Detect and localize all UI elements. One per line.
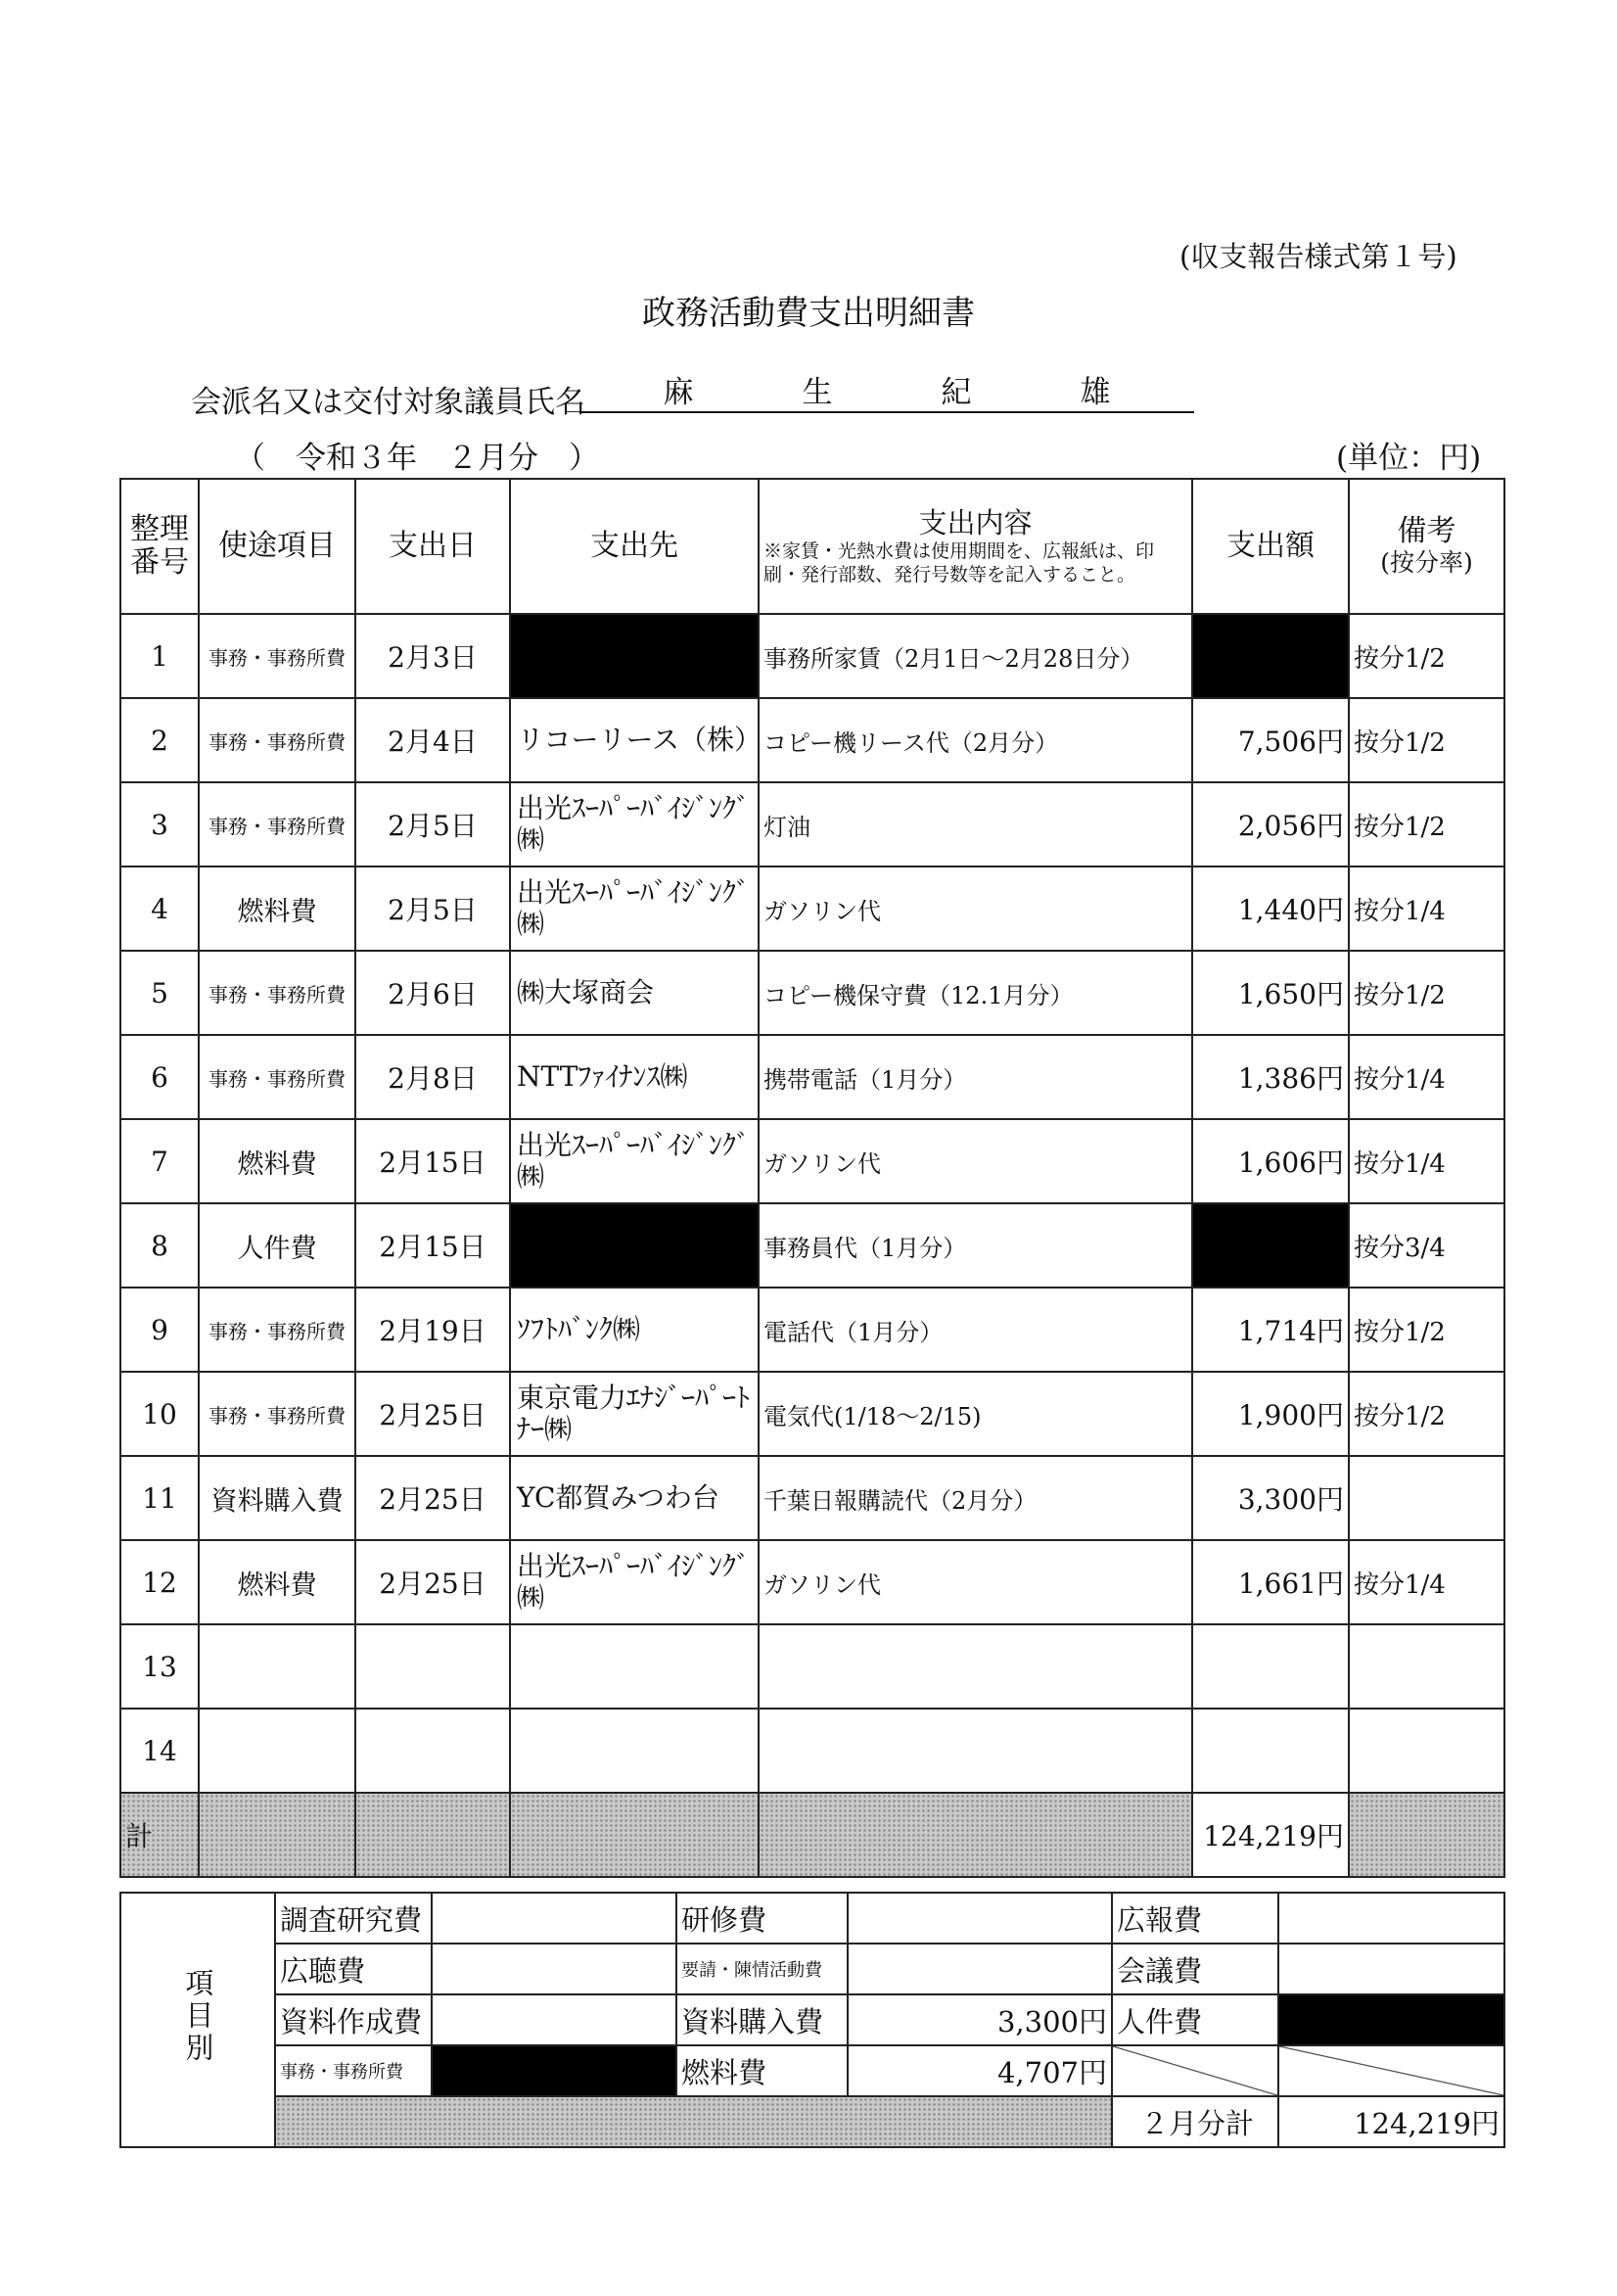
row-date: 2月8日 [355,1035,510,1119]
table-row [120,1540,1504,1624]
total-amount: 124,219円 [1192,1793,1349,1877]
table-row [120,867,1504,951]
row-content: 電気代(1/18～2/15) [759,1372,1192,1456]
table-row [120,1624,1504,1709]
shaded-cell [355,1793,510,1877]
row-no: 13 [120,1624,199,1709]
row-date: 2月6日 [355,951,510,1035]
row-payee [510,1624,759,1709]
row-purpose: 事務・事務所費 [199,614,355,698]
form-id: (収支報告様式第１号) [1179,240,1457,273]
redacted-cell [432,2045,676,2096]
row-content: ガソリン代 [759,1119,1192,1203]
row-amount: 1,714円 [1192,1288,1349,1372]
row-remark [1349,1624,1504,1709]
name-char: 紀 [941,375,972,410]
row-remark: 按分1/2 [1349,698,1504,782]
row-no: 5 [120,951,199,1035]
period: （ 令和３年 ２月分 ） [235,441,599,476]
row-remark: 按分1/2 [1349,782,1504,867]
row-no: 11 [120,1456,199,1540]
value-meeting [1278,1944,1504,1994]
row-no: 10 [120,1372,199,1456]
row-no: 4 [120,867,199,951]
row-purpose: 燃料費 [199,867,355,951]
redacted-cell [1192,1203,1349,1288]
header-purpose: 使途項目 [199,479,355,614]
row-amount: 2,056円 [1192,782,1349,867]
table-row [120,698,1504,782]
row-remark: 按分3/4 [1349,1203,1504,1288]
table-row [120,951,1504,1035]
row-amount [1192,1624,1349,1709]
row-date: 2月15日 [355,1119,510,1203]
label-materials-purchase: 資料購入費 [676,1994,848,2045]
row-purpose: 事務・事務所費 [199,698,355,782]
table-row [120,1203,1504,1288]
row-payee: リコーリース（株） [510,698,759,782]
name-char: 雄 [1080,375,1111,410]
header-amount: 支出額 [1192,479,1349,614]
label-meeting: 会議費 [1112,1944,1278,1994]
table-row [120,782,1504,867]
label-petition: 要請・陳情活動費 [676,1944,848,1994]
shaded-cell [510,1793,759,1877]
row-date: 2月3日 [355,614,510,698]
row-no: 7 [120,1119,199,1203]
row-content: 事務所家賃（2月1日～2月28日分） [759,614,1192,698]
redacted-cell [1278,1994,1504,2045]
row-purpose [199,1709,355,1793]
row-date: 2月5日 [355,782,510,867]
row-no: 9 [120,1288,199,1372]
table-row [120,1119,1504,1203]
row-date: 2月5日 [355,867,510,951]
value-materials-purchase: 3,300円 [848,1994,1112,2045]
row-amount [1192,1709,1349,1793]
row-payee: ｿﾌﾄﾊﾞﾝｸ㈱ [510,1288,759,1372]
row-payee: YC都賀みつわ台 [510,1456,759,1540]
label-personnel: 人件費 [1112,1994,1278,2045]
row-amount: 1,440円 [1192,867,1349,951]
member-name [579,362,1194,413]
row-content: 携帯電話（1月分） [759,1035,1192,1119]
row-payee: ㈱大塚商会 [510,951,759,1035]
row-purpose: 燃料費 [199,1540,355,1624]
redacted-cell [1192,614,1349,698]
row-amount: 7,506円 [1192,698,1349,782]
label-fuel: 燃料費 [676,2045,848,2096]
row-remark: 按分1/2 [1349,1372,1504,1456]
row-purpose: 事務・事務所費 [199,1372,355,1456]
header-remarks-sub: (按分率) [1380,547,1473,577]
row-payee: 出光ｽｰﾊﾟｰﾊﾞｲｼﾞﾝｸﾞ㈱ [510,1540,759,1624]
row-date: 2月25日 [355,1540,510,1624]
value-materials-creation [432,1994,676,2045]
shaded-cell [199,1793,355,1877]
category-summary-table [119,1892,1505,2148]
row-amount: 1,386円 [1192,1035,1349,1119]
row-content: ガソリン代 [759,1540,1192,1624]
row-amount: 1,661円 [1192,1540,1349,1624]
row-purpose: 事務・事務所費 [199,951,355,1035]
total-row [120,1793,1504,1877]
shaded-cell [759,1793,1192,1877]
month-total-label: ２月分計 [1112,2096,1278,2147]
diagonal-cell [1278,2045,1504,2096]
label-research: 調査研究費 [275,1893,432,1944]
month-total-amount: 124,219円 [1278,2096,1504,2147]
name-char: 麻 [663,375,694,410]
row-content: 千葉日報購読代（2月分） [759,1456,1192,1540]
row-date: 2月15日 [355,1203,510,1288]
redacted-cell [510,614,759,698]
row-content: 灯油 [759,782,1192,867]
row-purpose: 燃料費 [199,1119,355,1203]
row-date: 2月4日 [355,698,510,782]
row-amount: 1,606円 [1192,1119,1349,1203]
row-date: 2月25日 [355,1456,510,1540]
table-row [120,1456,1504,1540]
label-materials-creation: 資料作成費 [275,1994,432,2045]
row-date [355,1624,510,1709]
expense-rows [120,614,1504,1793]
row-payee: 出光ｽｰﾊﾟｰﾊﾞｲｼﾞﾝｸﾞ㈱ [510,867,759,951]
header-remarks [1349,479,1504,614]
document-title: 政務活動費支出明細書 [642,294,975,333]
row-payee [510,1709,759,1793]
row-no: 6 [120,1035,199,1119]
row-remark [1349,1709,1504,1793]
summary-side-label: 項目別 [120,1893,275,2147]
shaded-cell [1349,1793,1504,1877]
expense-table [119,478,1505,1878]
header-date: 支出日 [355,479,510,614]
row-date: 2月25日 [355,1372,510,1456]
row-content: コピー機リース代（2月分） [759,698,1192,782]
header-content [759,479,1192,614]
header-payee: 支出先 [510,479,759,614]
row-purpose [199,1624,355,1709]
value-research [432,1893,676,1944]
row-purpose: 事務・事務所費 [199,782,355,867]
label-office: 事務・事務所費 [275,2045,432,2096]
row-purpose: 資料購入費 [199,1456,355,1540]
row-payee: NTTﾌｧｲﾅﾝｽ㈱ [510,1035,759,1119]
diagonal-cell [1112,2045,1278,2096]
redacted-cell [510,1203,759,1288]
total-label: 計 [120,1793,199,1877]
row-payee: 出光ｽｰﾊﾟｰﾊﾞｲｼﾞﾝｸﾞ㈱ [510,1119,759,1203]
row-content: コピー機保守費（12.1月分） [759,951,1192,1035]
table-row [120,1035,1504,1119]
header-remarks-title: 備考 [1397,514,1456,549]
row-date [355,1709,510,1793]
row-remark [1349,1456,1504,1540]
table-row [120,1288,1504,1372]
unit-label: (単位：円) [1336,441,1482,476]
row-content [759,1624,1192,1709]
table-row [120,614,1504,698]
label-hearing: 広聴費 [275,1944,432,1994]
row-no: 3 [120,782,199,867]
label-training: 研修費 [676,1893,848,1944]
row-no: 12 [120,1540,199,1624]
row-amount: 3,300円 [1192,1456,1349,1540]
name-char: 生 [802,375,833,410]
row-remark: 按分1/2 [1349,614,1504,698]
row-purpose: 事務・事務所費 [199,1288,355,1372]
table-row [120,1372,1504,1456]
row-amount: 1,900円 [1192,1372,1349,1456]
table-header [120,479,1504,614]
row-no: 1 [120,614,199,698]
row-purpose: 事務・事務所費 [199,1035,355,1119]
row-no: 14 [120,1709,199,1793]
value-pr [1278,1893,1504,1944]
row-date: 2月19日 [355,1288,510,1372]
row-payee: 出光ｽｰﾊﾟｰﾊﾞｲｼﾞﾝｸﾞ㈱ [510,782,759,867]
header-content-title: 支出内容 [918,506,1033,540]
row-content: 事務員代（1月分） [759,1203,1192,1288]
value-hearing [432,1944,676,1994]
row-content: 電話代（1月分） [759,1288,1192,1372]
table-row [120,1709,1504,1793]
row-amount: 1,650円 [1192,951,1349,1035]
header-content-note: ※家賃・光熱水費は使用期間を、広報紙は、印刷・発行部数、発行号数等を記入すること。 [763,540,1155,586]
row-content: ガソリン代 [759,867,1192,951]
row-remark: 按分1/4 [1349,1035,1504,1119]
value-training [848,1893,1112,1944]
row-remark: 按分1/4 [1349,1119,1504,1203]
shaded-cell [275,2096,1112,2147]
value-fuel: 4,707円 [848,2045,1112,2096]
value-petition [848,1944,1112,1994]
row-purpose: 人件費 [199,1203,355,1288]
row-remark: 按分1/4 [1349,867,1504,951]
row-no: 2 [120,698,199,782]
row-payee: 東京電力ｴﾅｼﾞｰﾊﾟｰﾄﾅｰ㈱ [510,1372,759,1456]
name-label: 会派名又は交付対象議員氏名 [191,385,585,420]
row-no: 8 [120,1203,199,1288]
label-pr: 広報費 [1112,1893,1278,1944]
row-content [759,1709,1192,1793]
row-remark: 按分1/2 [1349,1288,1504,1372]
row-remark: 按分1/4 [1349,1540,1504,1624]
row-remark: 按分1/2 [1349,951,1504,1035]
header-no: 整理番号 [120,479,199,614]
